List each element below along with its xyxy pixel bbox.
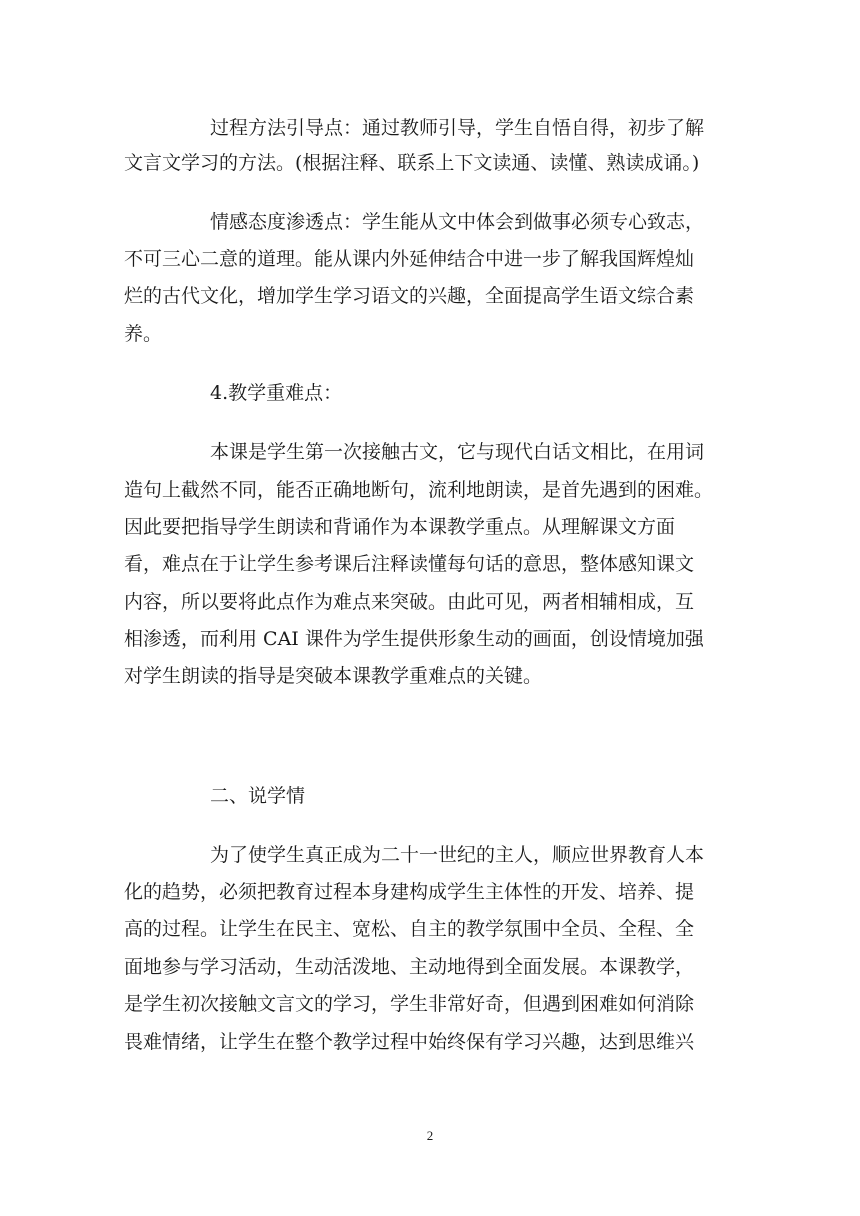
page-number: 2 bbox=[426, 1128, 434, 1143]
paragraph-6-line-5: 是学生初次接触文言文的学习，学生非常好奇，但遇到困难如何消除 bbox=[124, 993, 695, 1015]
section-heading-2: 二、说学情 bbox=[210, 785, 306, 807]
paragraph-1-line-2: 文言文学习的方法。(根据注释、联系上下文读通、读懂、熟读成诵。) bbox=[124, 152, 700, 174]
paragraph-4-line-2: 造句上截然不同，能否正确地断句，流利地朗读，是首先遇到的困难。 bbox=[124, 479, 714, 501]
paragraph-2-line-2: 不可三心二意的道理。能从课内外延伸结合中进一步了解我国辉煌灿 bbox=[124, 248, 695, 270]
paragraph-6-line-3: 高的过程。让学生在民主、宽松、自主的教学氛围中全员、全程、全 bbox=[124, 918, 695, 940]
paragraph-6-line-2: 化的趋势，必须把教育过程本身建构成学生主体性的开发、培养、提 bbox=[124, 881, 695, 903]
paragraph-2-line-1: 情感态度渗透点：学生能从文中体会到做事必须专心致志， bbox=[210, 211, 705, 233]
section-heading-4: 4.教学重难点： bbox=[210, 382, 343, 404]
paragraph-2-line-3: 烂的古代文化，增加学生学习语文的兴趣，全面提高学生语文综合素 bbox=[124, 285, 695, 307]
paragraph-4-line-1: 本课是学生第一次接触古文，它与现代白话文相比，在用词 bbox=[210, 441, 705, 463]
paragraph-2-line-4: 养。 bbox=[124, 323, 163, 345]
paragraph-4-line-7: 对学生朗读的指导是突破本课教学重难点的关键。 bbox=[124, 665, 543, 687]
paragraph-1-line-1: 过程方法引导点：通过教师引导，学生自悟自得，初步了解 bbox=[210, 117, 705, 139]
paragraph-6-line-1: 为了使学生真正成为二十一世纪的主人，顺应世界教育人本 bbox=[210, 844, 705, 866]
paragraph-6-line-6: 畏难情绪，让学生在整个教学过程中始终保有学习兴趣，达到思维兴 bbox=[124, 1031, 695, 1053]
paragraph-6-line-4: 面地参与学习活动，生动活泼地、主动地得到全面发展。本课教学， bbox=[124, 956, 695, 978]
paragraph-4-line-4: 看，难点在于让学生参考课后注释读懂每句话的意思，整体感知课文 bbox=[124, 553, 695, 575]
paragraph-4-line-3: 因此要把指导学生朗读和背诵作为本课教学重点。从理解课文方面 bbox=[124, 516, 676, 538]
paragraph-4-line-5: 内容，所以要将此点作为难点来突破。由此可见，两者相辅相成，互 bbox=[124, 591, 695, 613]
paragraph-4-line-6: 相渗透，而利用 CAI 课件为学生提供形象生动的画面，创设情境加强 bbox=[124, 628, 704, 650]
